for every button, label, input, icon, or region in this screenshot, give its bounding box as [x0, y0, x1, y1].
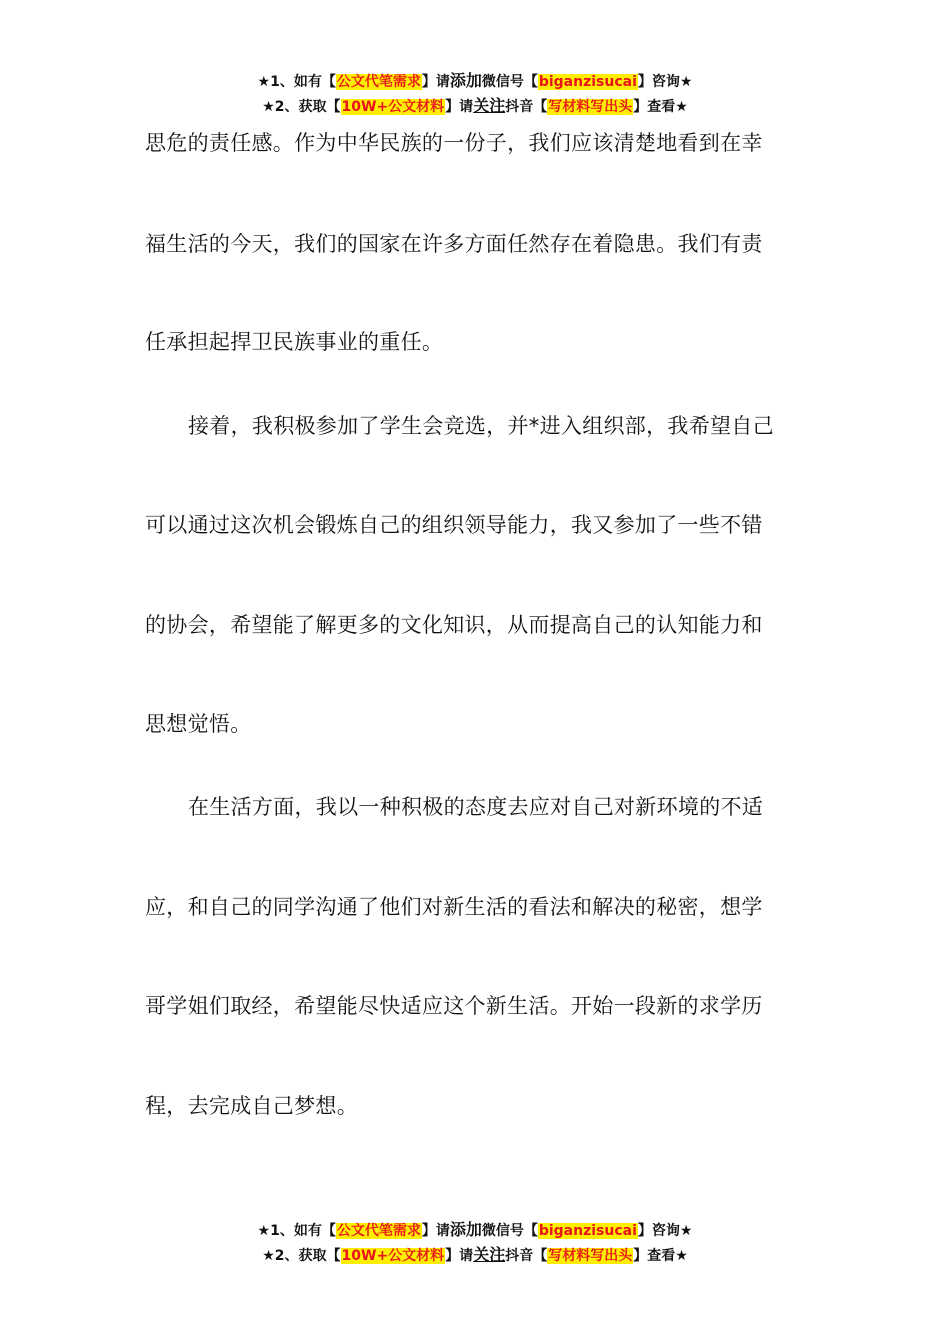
header-banner	[0, 69, 950, 119]
banner-text: ★1、如有【	[257, 74, 336, 90]
banner-text: 】咨询★	[637, 1223, 693, 1239]
emphasis-follow: 关注	[473, 96, 506, 115]
highlight-materials: 10W+公文材料	[341, 99, 445, 115]
banner-text: 微信号【	[481, 74, 538, 90]
banner-text: 】请	[445, 99, 474, 115]
footer-banner	[0, 1218, 950, 1268]
body-line: 可以通过这次机会锻炼自己的组织领导能力，我又参加了一些不错	[145, 513, 763, 537]
highlight-douyin-account: 写材料写出头	[548, 99, 633, 115]
body-line: 哥学姐们取经，希望能尽快适应这个新生活。开始一段新的求学历	[145, 994, 763, 1018]
highlight-service: 公文代笔需求	[336, 1223, 421, 1239]
banner-text: 抖音【	[505, 1248, 548, 1264]
highlight-wechat-id: biganzisucai	[538, 1223, 637, 1239]
banner-text: 抖音【	[505, 99, 548, 115]
banner-text: 】咨询★	[637, 74, 693, 90]
header-banner-line-2	[0, 94, 950, 119]
banner-text: 】请	[421, 1223, 450, 1239]
emphasis-add: 添加	[449, 71, 482, 90]
body-line: 接着，我积极参加了学生会竞选，并*进入组织部，我希望自己	[188, 414, 774, 438]
header-banner-line-1	[0, 69, 950, 94]
body-line: 应，和自己的同学沟通了他们对新生活的看法和解决的秘密，想学	[145, 895, 763, 919]
banner-text: ★1、如有【	[257, 1223, 336, 1239]
body-line: 思想觉悟。	[145, 712, 252, 736]
body-line: 的协会，希望能了解更多的文化知识，从而提高自己的认知能力和	[145, 613, 763, 637]
emphasis-follow: 关注	[473, 1245, 506, 1264]
highlight-wechat-id: biganzisucai	[538, 74, 637, 90]
banner-text: 】查看★	[633, 1248, 688, 1264]
banner-text: ★2、获取【	[262, 99, 341, 115]
highlight-service: 公文代笔需求	[336, 74, 421, 90]
banner-text: 】请	[445, 1248, 474, 1264]
body-line: 程，去完成自己梦想。	[145, 1094, 358, 1118]
banner-text: 微信号【	[481, 1223, 538, 1239]
body-line: 任承担起捍卫民族事业的重任。	[145, 330, 444, 354]
emphasis-add: 添加	[449, 1220, 482, 1239]
body-line: 思危的责任感。作为中华民族的一份子，我们应该清楚地看到在幸	[145, 131, 763, 155]
banner-text: ★2、获取【	[262, 1248, 341, 1264]
footer-banner-line-2	[0, 1243, 950, 1268]
banner-text: 】查看★	[633, 99, 688, 115]
highlight-materials: 10W+公文材料	[341, 1248, 445, 1264]
highlight-douyin-account: 写材料写出头	[548, 1248, 633, 1264]
body-line: 福生活的今天，我们的国家在许多方面任然存在着隐患。我们有责	[145, 232, 763, 256]
body-line: 在生活方面，我以一种积极的态度去应对自己对新环境的不适	[188, 795, 764, 819]
banner-text: 】请	[421, 74, 450, 90]
footer-banner-line-1	[0, 1218, 950, 1243]
